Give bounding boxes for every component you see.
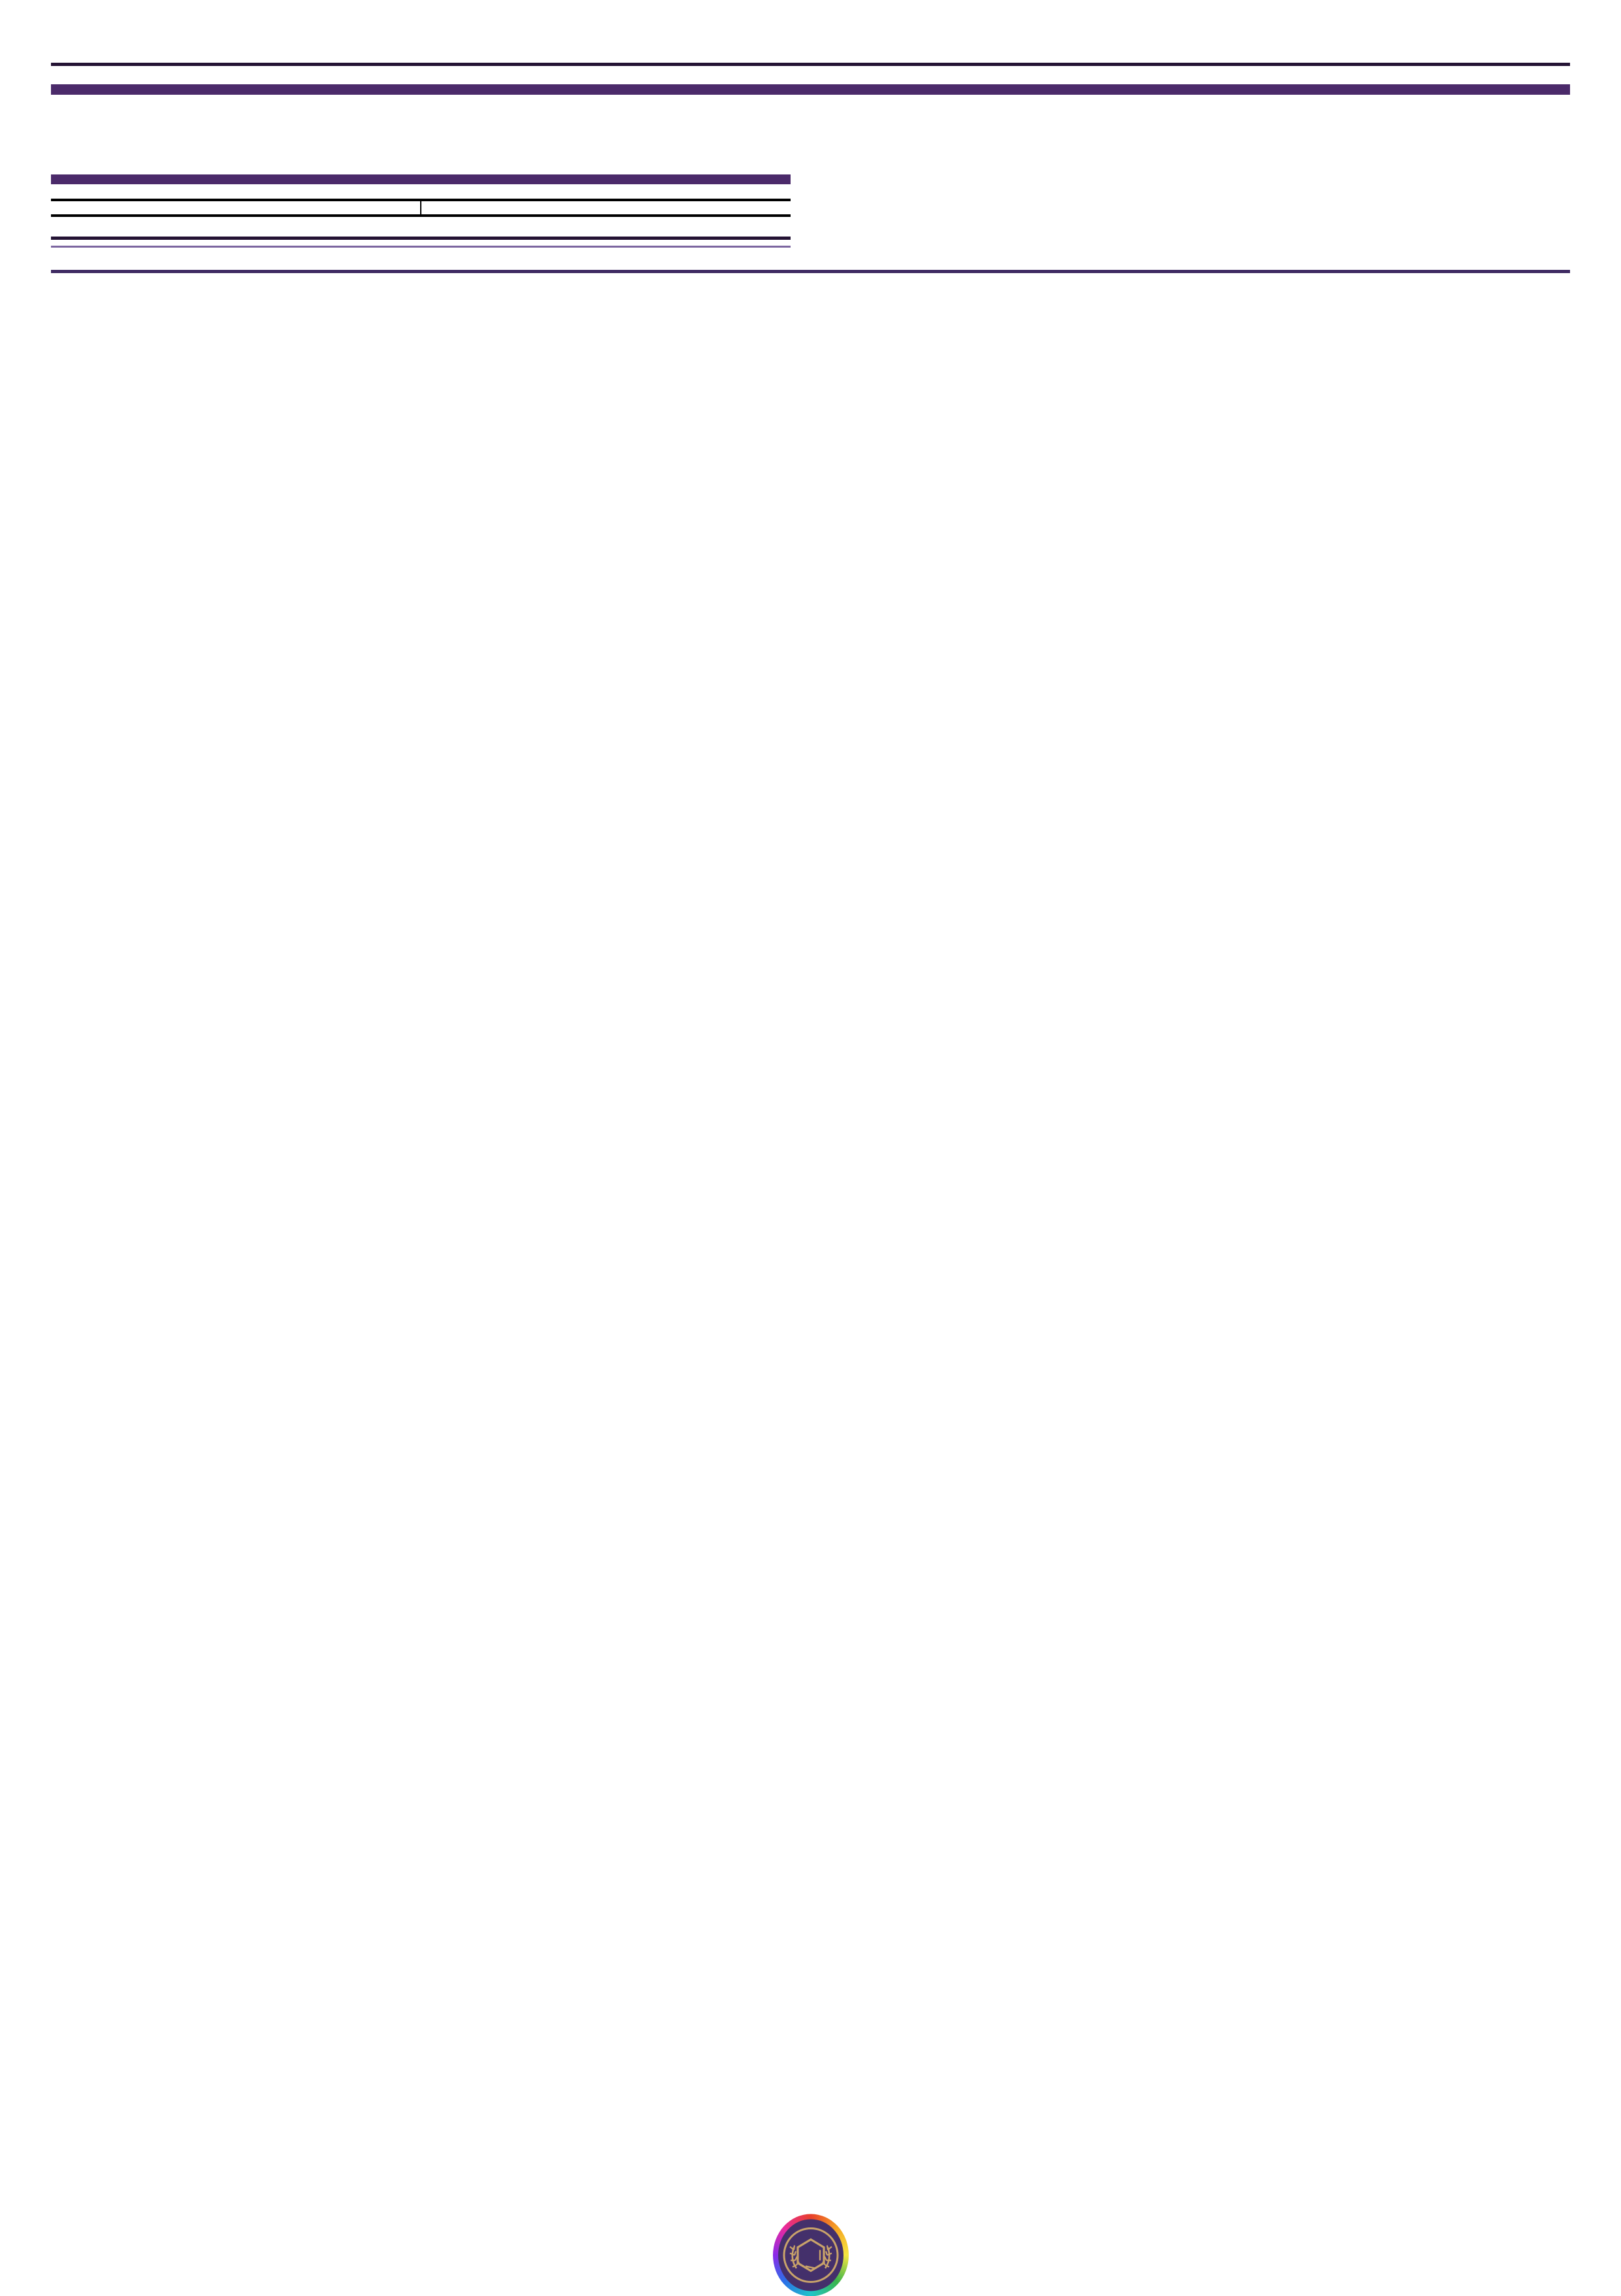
header-rule-thin: [51, 63, 1570, 66]
column-header-drug: [51, 200, 421, 216]
left-column: [51, 151, 791, 248]
bottom-rule: [51, 270, 1570, 273]
table-header-row: [51, 200, 791, 216]
header-rule-bar: [51, 84, 1570, 95]
column-header-effect: [421, 200, 791, 216]
logo-inner-disc: [778, 2219, 843, 2291]
drug-effects-table: [51, 199, 791, 217]
figure-3a: [51, 104, 1570, 125]
table-top-bar: [51, 174, 791, 184]
two-column-body: [51, 151, 1570, 248]
left-column-end-rule-light: [51, 246, 791, 248]
benzene-laurel-badge-icon: [773, 2214, 849, 2296]
right-column: [831, 151, 1571, 173]
left-column-end-rule: [51, 237, 791, 240]
logo-emblem-icon: [781, 2222, 841, 2288]
